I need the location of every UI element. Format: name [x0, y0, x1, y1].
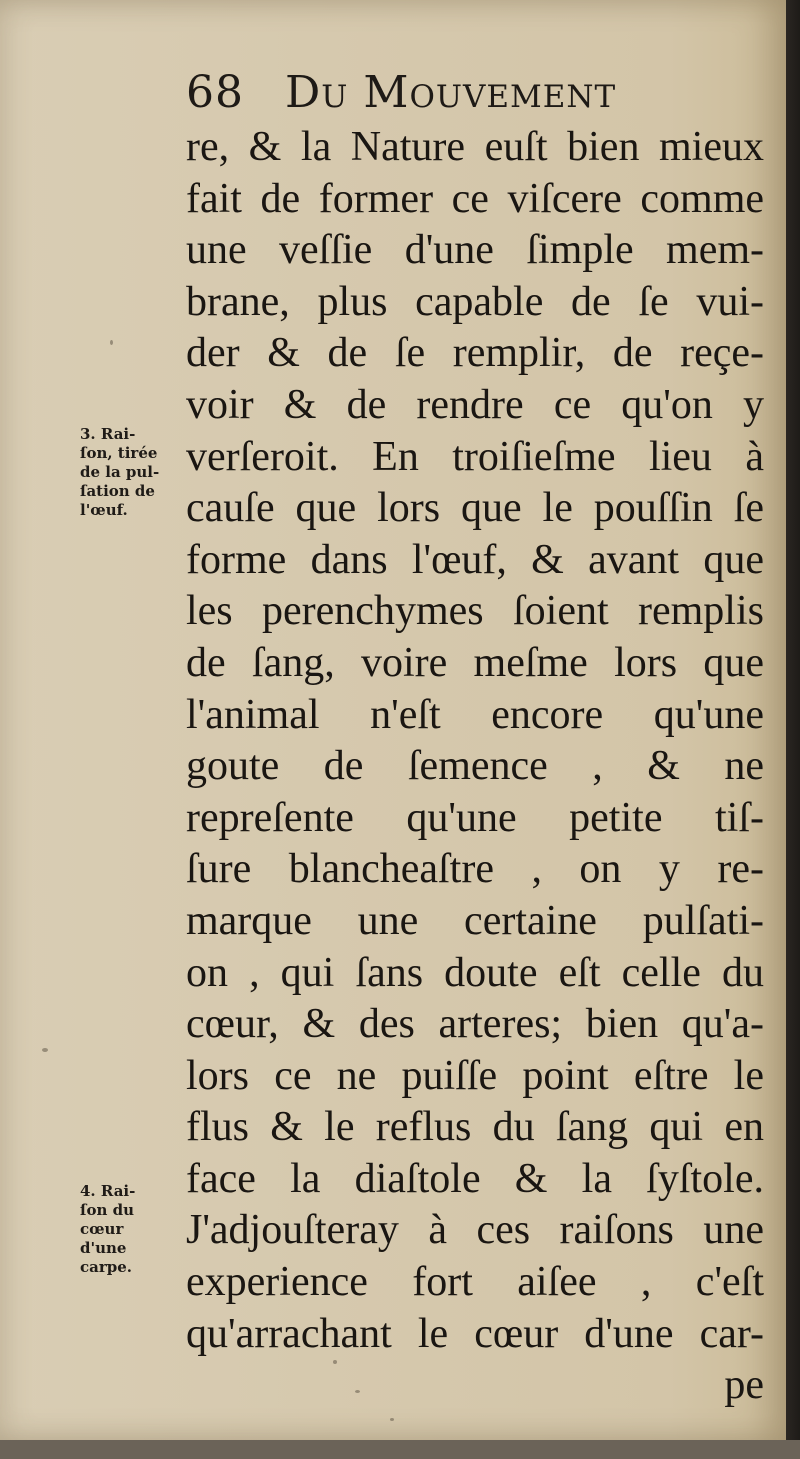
margin-note-line: l'œuf.	[80, 501, 128, 519]
running-header	[186, 66, 616, 120]
text-line: J'adjouſteray à ces raiſons une	[186, 1207, 764, 1254]
text-line: l'animal n'eſt encore qu'une	[186, 691, 764, 738]
running-title: Du Mouvement	[285, 67, 617, 118]
text-line: goute de ſemence , & ne	[186, 743, 764, 790]
page-number: 68	[186, 67, 244, 118]
text-line: re, & la Nature euſt bien mieux	[186, 124, 764, 170]
text-line: experience fort aiſee , c'eſt	[186, 1259, 764, 1306]
text-line: verſeroit. En troiſieſme lieu à	[186, 433, 764, 480]
text-line: forme dans l'œuf, & avant que	[186, 536, 764, 583]
text-line: marque une certaine pulſati-	[186, 897, 764, 944]
margin-note-line: 3. Rai-	[80, 425, 136, 443]
paper-speck	[355, 1390, 360, 1393]
margin-note-line: ſon du	[80, 1201, 134, 1219]
page-edge-shadow	[786, 0, 800, 1459]
text-line: les perenchymes ſoient remplis	[186, 588, 764, 635]
margin-note-line: d'une	[80, 1239, 127, 1257]
text-line: der & de ſe remplir, de reçe-	[186, 330, 764, 377]
text-line: de ſang, voire meſme lors que	[186, 639, 764, 686]
margin-note-line: carpe.	[80, 1258, 133, 1276]
catchword: pe	[724, 1362, 764, 1409]
paper-speck	[110, 340, 113, 345]
margin-note-line: ſation de	[80, 482, 155, 500]
text-line: on , qui ſans doute eſt celle du	[186, 949, 764, 996]
text-line: repreſente qu'une petite tiſ-	[186, 794, 764, 841]
paper-speck	[333, 1360, 337, 1364]
paper-speck	[390, 1418, 394, 1421]
text-line: face la diaſtole & la ſyſtole.	[186, 1155, 764, 1202]
margin-note-line: ſon, tirée	[80, 444, 158, 462]
text-line: lors ce ne puiſſe point eſtre le	[186, 1052, 764, 1099]
body-text	[186, 122, 764, 1412]
margin-note-line: de la pul-	[80, 463, 160, 481]
text-line: une veſſie d'une ſimple mem-	[186, 227, 764, 274]
page-bottom-edge	[0, 1440, 800, 1459]
text-line: cauſe que lors que le pouſſin ſe	[186, 485, 764, 532]
paper-speck	[42, 1048, 48, 1052]
text-line: qu'arrachant le cœur d'une car-	[186, 1310, 764, 1357]
text-line: fait de former ce viſcere comme	[186, 175, 764, 222]
margin-note-4	[80, 1182, 135, 1277]
text-line: cœur, & des arteres; bien qu'a-	[186, 1001, 764, 1048]
text-line: brane, plus capable de ſe vui-	[186, 278, 764, 325]
text-line: flus & le reflus du ſang qui en	[186, 1104, 764, 1151]
text-line: voir & de rendre ce qu'on y	[186, 381, 764, 428]
margin-note-3	[80, 425, 159, 520]
margin-note-line: 4. Rai-	[80, 1182, 136, 1200]
margin-note-line: cœur	[80, 1220, 124, 1238]
text-line: ſure blancheaſtre , on y re-	[186, 846, 764, 893]
